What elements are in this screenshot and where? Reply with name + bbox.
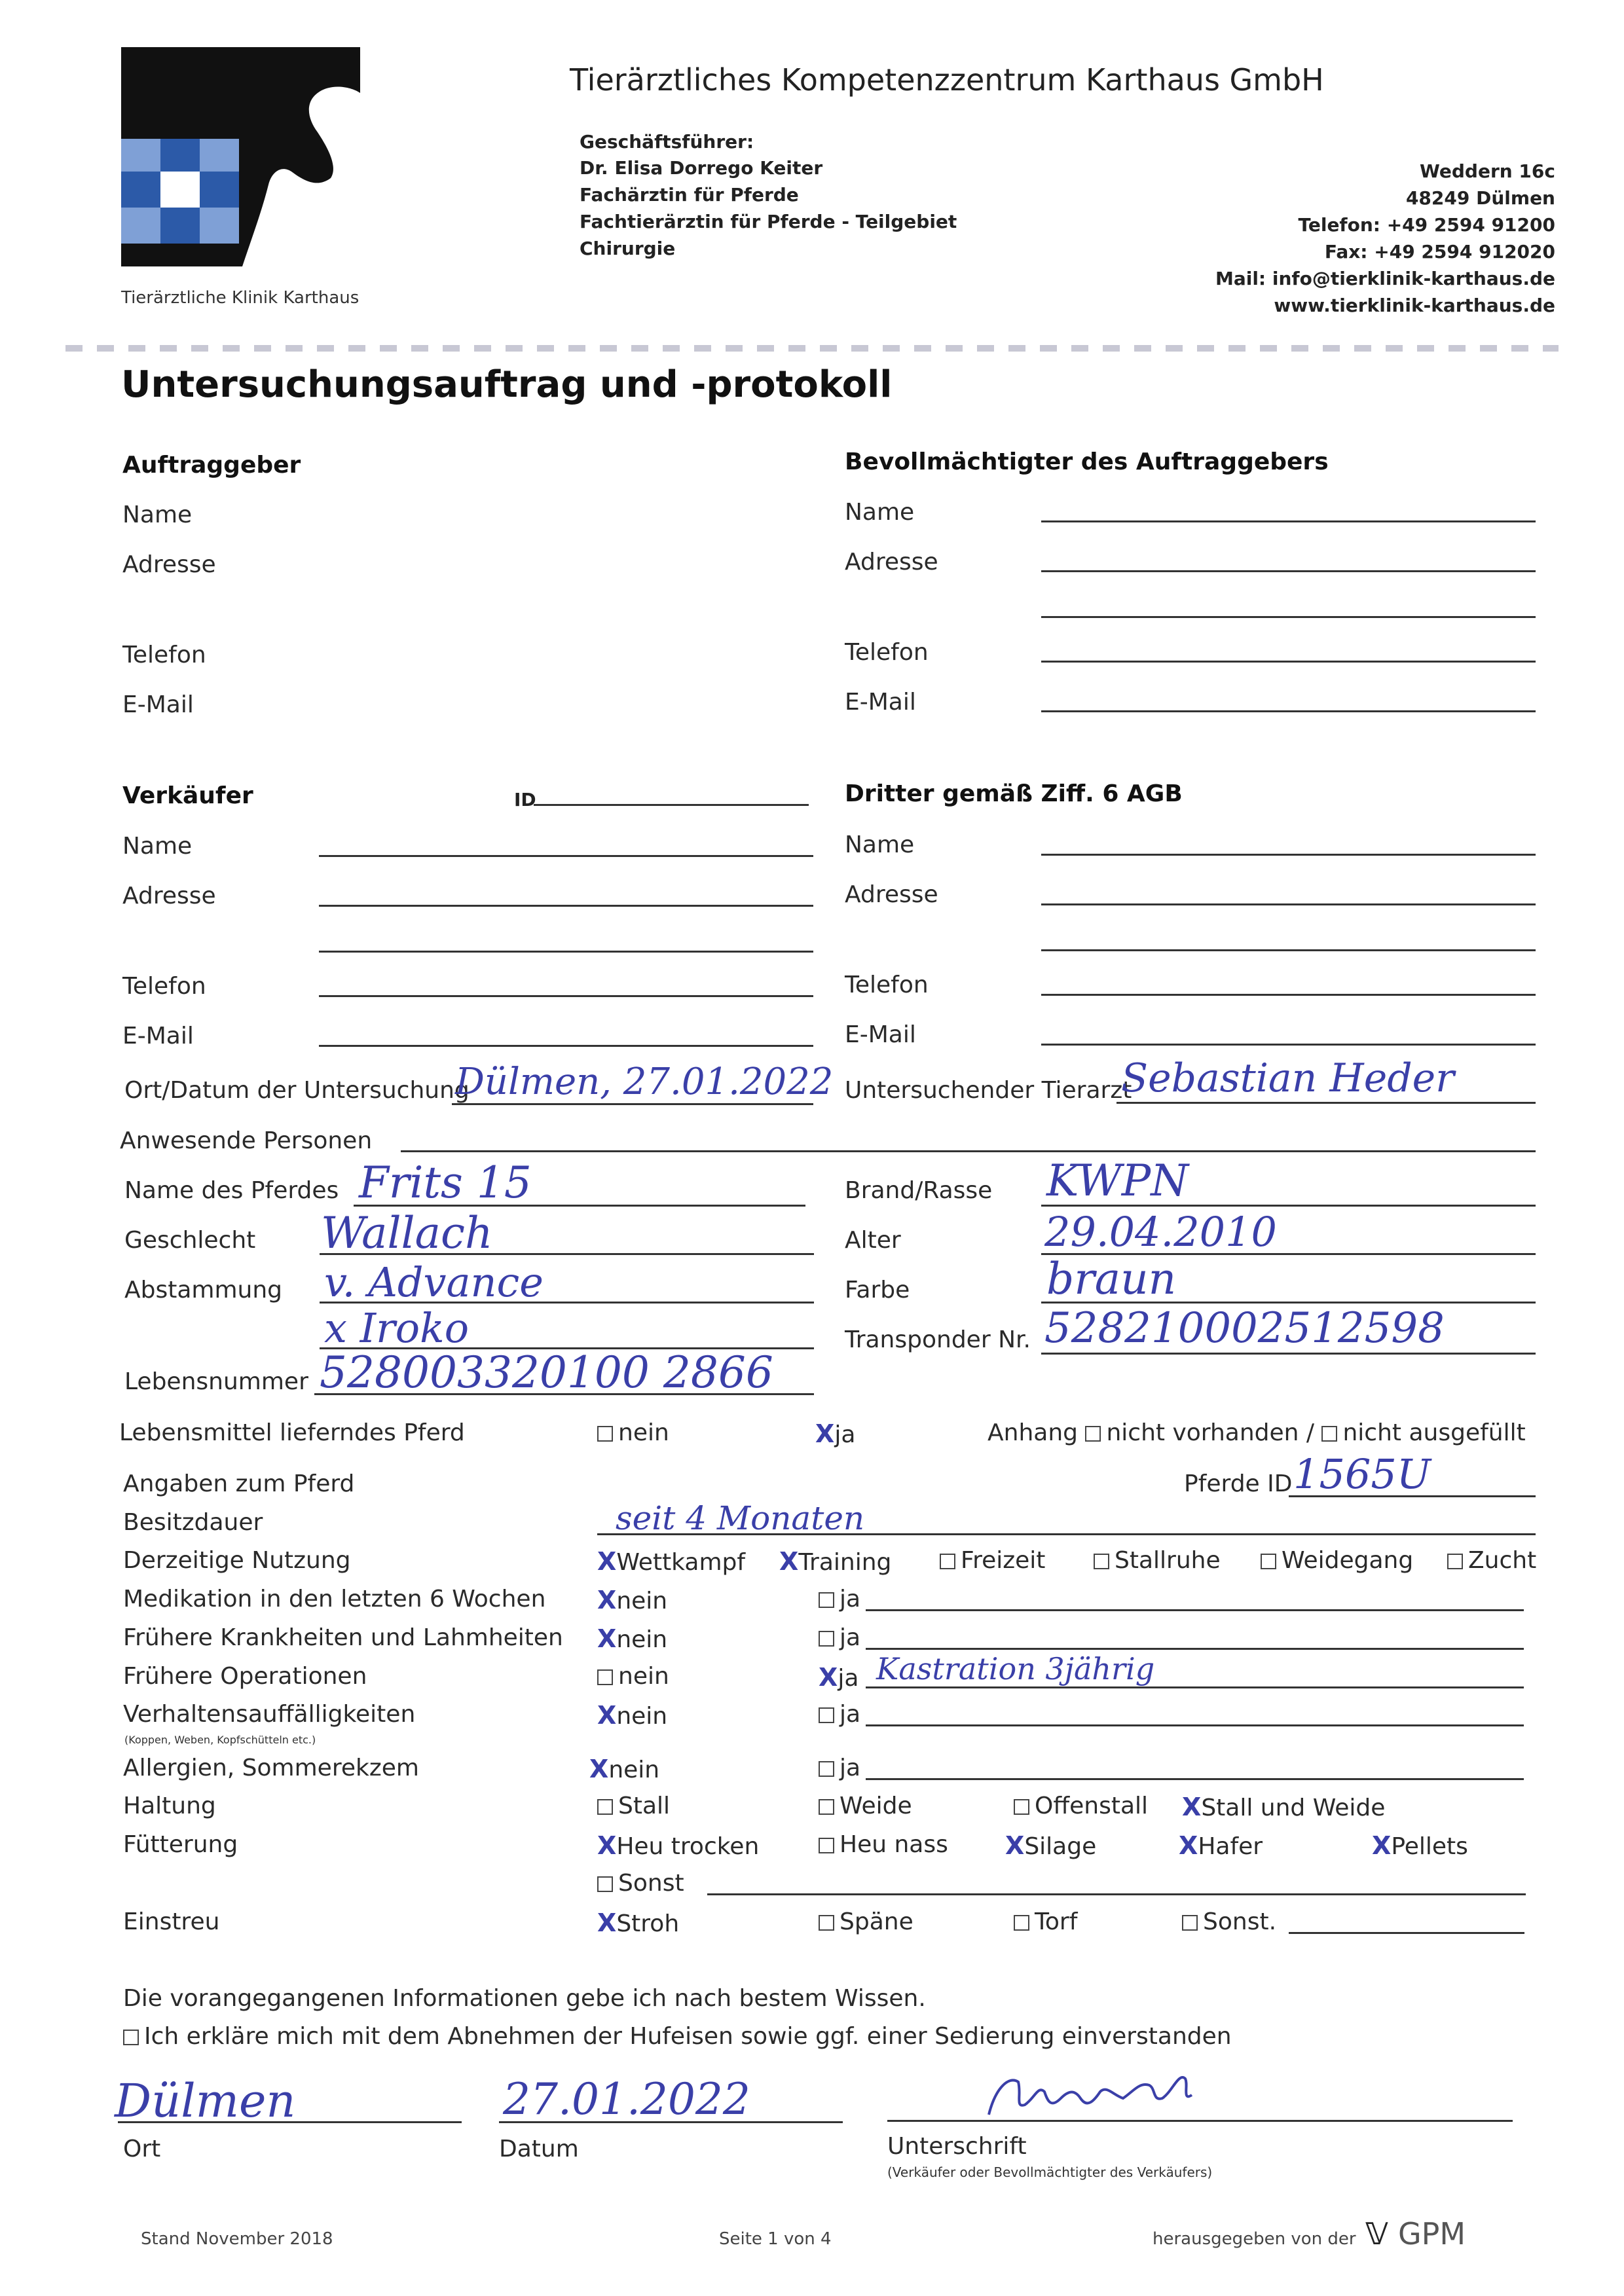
- option-label: ja: [840, 1755, 861, 1781]
- checkmark-x-icon: X: [1182, 1793, 1202, 1821]
- third-phone-label: Telefon: [845, 972, 929, 998]
- medication-label: Medikation in den letzten 6 Wochen: [123, 1586, 546, 1613]
- horse-lineage-label: Abstammung: [124, 1277, 283, 1303]
- option-label: Sonst: [618, 1870, 684, 1897]
- seller-phone-field[interactable]: [319, 995, 813, 997]
- client-address-label: Adresse: [122, 551, 216, 578]
- bedding-spaene[interactable]: [819, 1908, 913, 1935]
- address-line: Fax: +49 2594 912020: [1324, 241, 1555, 263]
- option-label: Silage: [1024, 1833, 1097, 1860]
- bedding-label: Einstreu: [123, 1908, 220, 1935]
- checkmark-x-icon: X: [815, 1419, 835, 1448]
- checkmark-x-icon: X: [779, 1547, 799, 1576]
- horse-lineage-value-1[interactable]: v. Advance: [324, 1258, 544, 1306]
- checkbox-icon: [597, 1799, 613, 1815]
- housing-offenstall[interactable]: [1014, 1793, 1148, 1819]
- checkbox-icon: [819, 1631, 834, 1647]
- company-name: Tierärztliches Kompetenzzentrum Karthaus GmbH: [570, 62, 1324, 98]
- usage-freizeit[interactable]: [940, 1547, 1045, 1574]
- agent-address-field[interactable]: [1041, 570, 1536, 572]
- seller-address-field[interactable]: [319, 905, 813, 907]
- color-value[interactable]: braun: [1046, 1254, 1177, 1304]
- feeding-pellets[interactable]: [1372, 1831, 1468, 1860]
- option-label: Stroh: [616, 1910, 680, 1937]
- checkmark-x-icon: X: [597, 1624, 617, 1653]
- seller-email-field[interactable]: [319, 1045, 813, 1047]
- checkbox-icon: [940, 1554, 955, 1569]
- housing-label: Haltung: [123, 1793, 216, 1819]
- agent-heading: Bevollmächtigter des Auftraggebers: [845, 448, 1329, 475]
- agent-phone-label: Telefon: [845, 639, 929, 666]
- option-label: Freizeit: [961, 1547, 1046, 1574]
- checkmark-x-icon: X: [1005, 1831, 1025, 1860]
- declaration-consent[interactable]: [123, 2023, 1232, 2050]
- age-label: Alter: [845, 1227, 901, 1254]
- client-name-label: Name: [122, 501, 193, 528]
- option-label: Sonst.: [1203, 1908, 1277, 1935]
- sig-place-value[interactable]: Dülmen: [115, 2074, 296, 2128]
- behavior-field[interactable]: [866, 1724, 1524, 1726]
- checkbox-icon: [1182, 1915, 1198, 1931]
- option-label: nein: [616, 1626, 668, 1653]
- feeding-heu-nass[interactable]: [819, 1831, 948, 1858]
- option-label: ja: [840, 1586, 861, 1613]
- life-number-label: Lebensnummer: [124, 1368, 308, 1395]
- bedding-other[interactable]: [1182, 1908, 1276, 1935]
- checkbox-icon: [597, 1876, 613, 1892]
- details-heading: Angaben zum Pferd: [123, 1470, 355, 1497]
- sig-date-label: Datum: [499, 2136, 579, 2162]
- transponder-label: Transponder Nr.: [845, 1326, 1031, 1353]
- third-name-label: Name: [845, 831, 915, 858]
- checkbox-icon: [597, 1669, 613, 1685]
- medication-no[interactable]: [597, 1586, 667, 1614]
- management-title: Geschäftsführer:: [580, 131, 754, 153]
- feeding-other[interactable]: [597, 1870, 684, 1897]
- behavior-yes[interactable]: [819, 1701, 860, 1728]
- option-label: ja: [838, 1665, 859, 1692]
- option-label: Späne: [840, 1908, 913, 1935]
- horse-name-value[interactable]: Frits 15: [359, 1157, 532, 1208]
- checkmark-x-icon: X: [597, 1547, 617, 1576]
- checkbox-icon: [819, 1799, 834, 1815]
- checkmark-x-icon: X: [597, 1831, 617, 1860]
- operations-no[interactable]: [597, 1663, 669, 1690]
- option-label: ja: [840, 1701, 861, 1728]
- sig-place-label: Ort: [123, 2136, 161, 2162]
- option-label: Weide: [840, 1793, 912, 1819]
- housing-weide[interactable]: [819, 1793, 912, 1819]
- housing-stall-weide[interactable]: [1182, 1793, 1385, 1821]
- horse-id-label: Pferde ID: [1184, 1470, 1293, 1497]
- checkbox-icon[interactable]: [1321, 1426, 1337, 1442]
- horse-name-label: Name des Pferdes: [124, 1177, 339, 1204]
- management-line: Chirurgie: [580, 238, 676, 259]
- checkmark-x-icon: X: [1372, 1831, 1392, 1860]
- allergy-label: Allergien, Sommerekzem: [123, 1755, 419, 1781]
- transponder-value[interactable]: 528210002512598: [1044, 1304, 1445, 1353]
- footer-publisher: herausgegeben von der: [1153, 2229, 1356, 2249]
- food-horse-no[interactable]: [597, 1419, 669, 1446]
- feeding-other-field[interactable]: [707, 1893, 1526, 1895]
- third-name-field[interactable]: [1041, 854, 1536, 856]
- seller-id-field[interactable]: [534, 804, 809, 806]
- checkbox-icon[interactable]: [1085, 1426, 1101, 1442]
- option-label: Stall: [618, 1793, 671, 1819]
- behavior-no[interactable]: [597, 1701, 667, 1730]
- third-address-field-2[interactable]: [1041, 949, 1536, 951]
- feeding-hafer[interactable]: [1179, 1831, 1263, 1860]
- option-label: Stall und Weide: [1201, 1795, 1386, 1821]
- operations-label: Frühere Operationen: [123, 1663, 367, 1690]
- address-line: Mail: info@tierklinik-karthaus.de: [1215, 268, 1555, 289]
- gpm-text: GPM: [1398, 2216, 1466, 2251]
- usage-weidegang[interactable]: [1261, 1547, 1413, 1574]
- seller-address-field-2[interactable]: [319, 951, 813, 953]
- operations-value[interactable]: Kastration 3jährig: [876, 1651, 1155, 1686]
- exam-vet-value[interactable]: Sebastian Heder: [1121, 1055, 1454, 1101]
- annex-label: Anhang: [987, 1419, 1078, 1446]
- horse-logo-icon: [121, 47, 360, 289]
- option-label: nein: [618, 1663, 669, 1690]
- third-email-field[interactable]: [1041, 1044, 1536, 1046]
- life-number-value[interactable]: 528003320100 2866: [320, 1347, 773, 1398]
- checkbox-icon: [123, 2030, 139, 2045]
- seller-name-field[interactable]: [319, 855, 813, 857]
- diseases-field[interactable]: [866, 1648, 1524, 1650]
- checkbox-icon: [819, 1707, 834, 1723]
- seller-id-label: ID: [514, 789, 536, 811]
- exam-place-date-value[interactable]: Dülmen, 27.01.2022: [455, 1061, 834, 1103]
- sig-date-field[interactable]: [499, 2121, 843, 2123]
- address-line: www.tierklinik-karthaus.de: [1274, 295, 1555, 316]
- bedding-stroh[interactable]: [597, 1908, 679, 1937]
- checkmark-x-icon: X: [1179, 1831, 1198, 1860]
- client-heading: Auftraggeber: [122, 452, 301, 479]
- allergy-no[interactable]: [589, 1755, 659, 1783]
- gpm-logo: [1365, 2216, 1466, 2251]
- logo-caption: Tierärztliche Klinik Karthaus: [121, 288, 360, 308]
- color-label: Farbe: [845, 1277, 910, 1303]
- option-label: nein: [618, 1419, 669, 1446]
- behavior-label: Verhaltensauffälligkeiten: [123, 1701, 416, 1728]
- exam-vet-field[interactable]: [1116, 1102, 1536, 1104]
- signature-field[interactable]: [887, 2120, 1513, 2122]
- checkmark-x-icon: X: [597, 1701, 617, 1730]
- third-phone-field[interactable]: [1041, 994, 1536, 996]
- option-label: nein: [616, 1703, 668, 1730]
- header-divider: [65, 345, 1559, 352]
- client-phone-label: Telefon: [122, 642, 206, 668]
- option-label: nein: [616, 1588, 668, 1614]
- checkmark-x-icon: X: [597, 1586, 617, 1614]
- signature-scribble: [982, 2062, 1231, 2128]
- checkmark-x-icon: X: [819, 1663, 838, 1692]
- checkbox-icon: [819, 1838, 834, 1853]
- option-label: Weidegang: [1282, 1547, 1414, 1574]
- option-label: Offenstall: [1035, 1793, 1149, 1819]
- diseases-label: Frühere Krankheiten und Lahmheiten: [123, 1624, 563, 1651]
- checkbox-icon: [819, 1592, 834, 1608]
- checkbox-icon: [1014, 1799, 1029, 1815]
- declaration-line-1: Die vorangegangenen Informationen gebe ich nach bestem Wissen.: [123, 1985, 926, 2012]
- feeding-heu-trocken[interactable]: [597, 1831, 759, 1860]
- transponder-field[interactable]: [1041, 1353, 1536, 1355]
- agent-email-field[interactable]: [1041, 710, 1536, 712]
- checkbox-icon: [1094, 1554, 1109, 1569]
- bedding-torf[interactable]: [1014, 1908, 1077, 1935]
- medication-yes[interactable]: [819, 1586, 860, 1613]
- ownership-label: Besitzdauer: [123, 1509, 263, 1536]
- option-label: nein: [608, 1757, 660, 1783]
- breed-label: Brand/Rasse: [845, 1177, 993, 1204]
- checkbox-icon: [1447, 1554, 1463, 1569]
- sig-place-field[interactable]: [118, 2121, 462, 2123]
- exam-place-date-field[interactable]: [452, 1103, 813, 1105]
- option-label: ja: [840, 1624, 861, 1651]
- third-address-field[interactable]: [1041, 903, 1536, 905]
- signature-label: Unterschrift: [887, 2133, 1027, 2160]
- usage-stallruhe[interactable]: [1094, 1547, 1221, 1574]
- checkbox-icon: [1014, 1915, 1029, 1931]
- horse-lineage-value-2[interactable]: x Iroko: [324, 1304, 470, 1352]
- checkmark-x-icon: X: [597, 1908, 617, 1937]
- management-line: Fachärztin für Pferde: [580, 184, 799, 206]
- checkbox-icon: [1261, 1554, 1276, 1569]
- clinic-logo: [121, 47, 360, 289]
- bedding-other-field[interactable]: [1289, 1932, 1524, 1934]
- gpm-mark-icon: 𝕍: [1365, 2216, 1389, 2251]
- agent-phone-field[interactable]: [1041, 661, 1536, 663]
- management-line: Dr. Elisa Dorrego Keiter: [580, 157, 823, 179]
- agent-address-label: Adresse: [845, 549, 938, 575]
- agent-name-label: Name: [845, 499, 915, 526]
- operations-field[interactable]: [866, 1686, 1524, 1688]
- seller-name-label: Name: [122, 833, 193, 860]
- option-label: Training: [798, 1549, 892, 1576]
- agent-name-field[interactable]: [1041, 520, 1536, 522]
- usage-training[interactable]: [779, 1547, 891, 1576]
- present-persons-label: Anwesende Personen: [120, 1127, 373, 1154]
- annex-option: nicht ausgefüllt: [1342, 1419, 1526, 1446]
- allergy-yes[interactable]: [819, 1755, 860, 1781]
- page-title: Untersuchungsauftrag und -protokoll: [121, 363, 893, 406]
- checkbox-icon: [819, 1915, 834, 1931]
- horse-id-value[interactable]: 1565U: [1293, 1450, 1431, 1498]
- signature-note: (Verkäufer oder Bevollmächtigter des Verkäufers): [887, 2164, 1213, 2180]
- present-persons-field[interactable]: [401, 1150, 1536, 1152]
- checkbox-icon: [819, 1761, 834, 1777]
- option-label: Heu trocken: [616, 1833, 760, 1860]
- housing-stall[interactable]: [597, 1793, 670, 1819]
- third-address-label: Adresse: [845, 881, 938, 908]
- diseases-no[interactable]: [597, 1624, 667, 1653]
- third-email-label: E-Mail: [845, 1021, 916, 1048]
- option-label: Heu nass: [840, 1831, 948, 1858]
- address-line: 48249 Dülmen: [1405, 187, 1555, 209]
- allergy-field[interactable]: [866, 1778, 1524, 1780]
- operations-yes[interactable]: [819, 1663, 858, 1692]
- exam-vet-label: Untersuchender Tierarzt: [845, 1077, 1132, 1104]
- checkbox-icon: [597, 1426, 613, 1442]
- option-label: Wettkampf: [616, 1549, 746, 1576]
- food-horse-yes[interactable]: [815, 1419, 855, 1448]
- horse-sex-value[interactable]: Wallach: [321, 1208, 493, 1258]
- diseases-yes[interactable]: [819, 1624, 860, 1651]
- ownership-value[interactable]: seit 4 Monaten: [616, 1499, 865, 1537]
- option-label: Torf: [1035, 1908, 1078, 1935]
- option-label: Stallruhe: [1115, 1547, 1221, 1574]
- usage-wettkampf[interactable]: [597, 1547, 745, 1576]
- option-label: ja: [834, 1421, 856, 1448]
- option-label: Zucht: [1468, 1547, 1537, 1574]
- address-line: Telefon: +49 2594 91200: [1298, 214, 1555, 236]
- footer-stand: Stand November 2018: [141, 2229, 333, 2249]
- footer-page: Seite 1 von 4: [719, 2229, 832, 2249]
- third-heading: Dritter gemäß Ziff. 6 AGB: [845, 780, 1183, 807]
- agent-email-label: E-Mail: [845, 689, 916, 716]
- seller-email-label: E-Mail: [122, 1023, 194, 1049]
- age-value[interactable]: 29.04.2010: [1044, 1208, 1277, 1256]
- annex-row: [987, 1419, 1526, 1446]
- sig-date-value[interactable]: 27.01.2022: [503, 2074, 750, 2124]
- behavior-note: (Koppen, Weben, Kopfschütteln etc.): [124, 1734, 316, 1746]
- seller-phone-label: Telefon: [122, 973, 206, 1000]
- checkmark-x-icon: X: [589, 1755, 609, 1783]
- client-email-label: E-Mail: [122, 691, 194, 718]
- medication-field[interactable]: [866, 1609, 1524, 1611]
- seller-heading: Verkäufer: [122, 782, 253, 809]
- usage-label: Derzeitige Nutzung: [123, 1547, 351, 1574]
- option-label: Hafer: [1198, 1833, 1263, 1860]
- address-line: Weddern 16c: [1419, 160, 1555, 182]
- horse-sex-label: Geschlecht: [124, 1227, 256, 1254]
- seller-address-label: Adresse: [122, 883, 216, 909]
- exam-place-date-label: Ort/Datum der Untersuchung: [124, 1077, 470, 1104]
- feeding-label: Fütterung: [123, 1831, 238, 1858]
- usage-zucht[interactable]: [1447, 1547, 1536, 1574]
- declaration-line-2: Ich erkläre mich mit dem Abnehmen der Hufeisen sowie ggf. einer Sedierung einverstanden: [144, 2023, 1232, 2050]
- signature-icon: [982, 2062, 1231, 2128]
- agent-address-field-2[interactable]: [1041, 616, 1536, 618]
- breed-value[interactable]: KWPN: [1046, 1156, 1189, 1206]
- option-label: Pellets: [1391, 1833, 1468, 1860]
- feeding-silage[interactable]: [1005, 1831, 1096, 1860]
- food-horse-label: Lebensmittel lieferndes Pferd: [119, 1419, 465, 1446]
- management-line: Fachtierärztin für Pferde - Teilgebiet: [580, 211, 957, 232]
- annex-option: nicht vorhanden /: [1106, 1419, 1315, 1446]
